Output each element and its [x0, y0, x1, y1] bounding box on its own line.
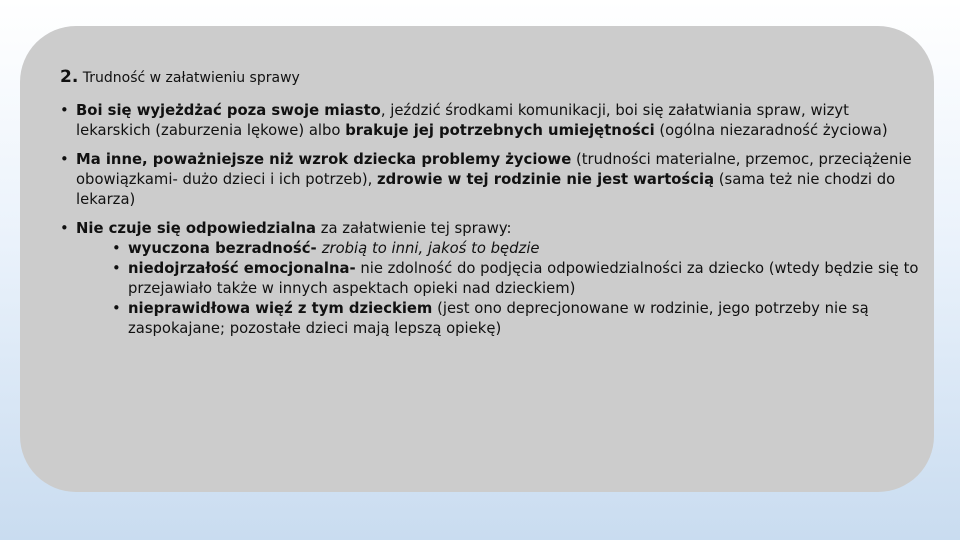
- item-text: (jest ono deprecjonowane w rodzinie, jego potrzeby nie są zaspokajane; pozostałe dzieci mają lepszą opiekę): [128, 300, 869, 337]
- bold-text: niedojrzałość emocjonalna-: [128, 260, 356, 277]
- content-card: [20, 26, 934, 492]
- list-item: [60, 150, 926, 210]
- item-text: (ogólna niezaradność życiowa): [654, 122, 888, 139]
- bold-text: Nie czuje się odpowiedzialna: [76, 220, 317, 237]
- slide-heading: [60, 68, 926, 87]
- italic-text: zrobią to inni, jakoś to będzie: [321, 240, 540, 257]
- item-text: (sama też nie chodzi do lekarza): [76, 171, 896, 208]
- item-text: za załatwienie tej sprawy:: [316, 220, 512, 237]
- bold-text: zdrowie w tej rodzinie nie jest wartością: [377, 171, 715, 188]
- bold-text: wyuczona bezradność-: [128, 240, 322, 257]
- heading-title: Trudność w załatwieniu sprawy: [78, 70, 300, 86]
- item-text: (trudności materialne, przemoc, przeciążenie obowiązkami- dużo dzieci i ich potrzeb),: [76, 151, 912, 188]
- sub-list-item: [76, 239, 926, 259]
- heading-number: 2.: [60, 67, 79, 87]
- sub-bullet-list: [76, 239, 926, 339]
- bold-text: brakuje jej potrzebnych umiejętności: [345, 122, 655, 139]
- bullet-list: [60, 101, 926, 339]
- bold-text: Ma inne, poważniejsze niż wzrok dziecka problemy życiowe: [76, 151, 572, 168]
- list-item: [60, 219, 926, 339]
- bold-text: nieprawidłowa więź z tym dzieckiem: [128, 300, 433, 317]
- sub-list-item: [76, 259, 926, 299]
- list-item: [60, 101, 926, 141]
- item-text: , jeździć środkami komunikacji, boi się załatwiania spraw, wizyt lekarskich (zaburzenia lękowe) albo: [76, 102, 849, 139]
- item-text: nie zdolność do podjęcia odpowiedzialności za dziecko (wtedy będzie się to przejawiało także w innych aspektach opieki nad dzieckiem): [128, 260, 919, 297]
- sub-list-item: [76, 299, 926, 339]
- bold-text: Boi się wyjeżdżać poza swoje miasto: [76, 102, 381, 119]
